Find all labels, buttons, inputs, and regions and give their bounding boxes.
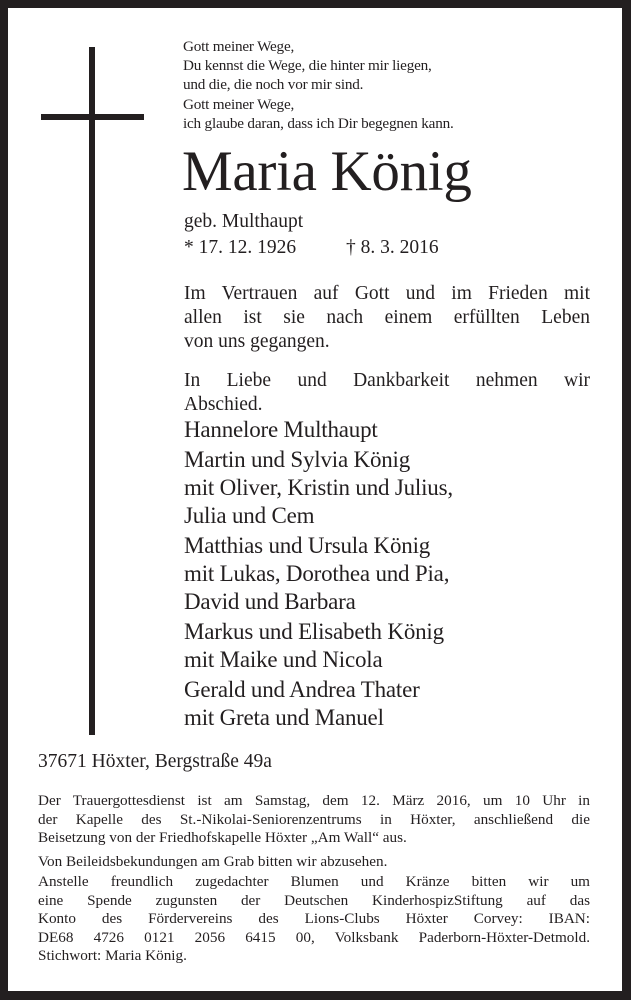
service-info <box>38 792 590 848</box>
farewell-line: In Liebe und Dankbarkeit nehmen wir <box>184 370 590 391</box>
mourner-line: David und Barbara <box>184 589 356 614</box>
condolence-line: Von Beileidsbekundungen am Grab bitten wir abzusehen. <box>38 853 388 870</box>
mourner-line: Gerald und Andrea Thater <box>184 677 420 702</box>
life-dates <box>184 236 439 260</box>
address: 37671 Höxter, Bergstraße 49a <box>38 751 272 772</box>
statement-line: von uns gegangen. <box>184 331 330 352</box>
poem <box>183 37 454 133</box>
poem-line: Gott meiner Wege, <box>183 38 295 55</box>
mourner-line: Julia und Cem <box>184 503 315 528</box>
mourner-line: mit Maike und Nicola <box>184 647 383 672</box>
mourner-line: Markus und Elisabeth König <box>184 619 444 644</box>
mourner-group <box>184 676 453 732</box>
mourner-line: mit Oliver, Kristin und Julius, <box>184 475 453 500</box>
mourners-list <box>184 416 453 734</box>
mourner-group <box>184 618 453 674</box>
service-line: Der Trauergottesdienst ist am Samstag, dem 12. März 2016, um 10 Uhr in <box>38 792 590 809</box>
cross-icon-vertical <box>89 47 95 735</box>
poem-line: und die, die noch vor mir sind. <box>183 76 364 94</box>
death-date: † 8. 3. 2016 <box>346 237 439 258</box>
mourner-group <box>184 532 453 616</box>
mourner-line: Hannelore Multhaupt <box>184 417 378 442</box>
mourner-line: Martin und Sylvia König <box>184 447 411 472</box>
farewell-line: Abschied. <box>184 394 263 415</box>
poem-line: Gott meiner Wege, <box>183 95 295 113</box>
statement-line: Im Vertrauen auf Gott und im Frieden mit <box>184 283 590 304</box>
mourner-group <box>184 446 453 530</box>
service-line: Beisetzung von der Friedhofskapelle Höxter „Am Wall“ aus. <box>38 829 407 847</box>
condolence-note <box>38 853 590 872</box>
poem-line: Du kennst die Wege, die hinter mir liegen, <box>183 57 432 75</box>
mourner-line: Matthias und Ursula König <box>184 533 431 558</box>
birth-name: geb. Multhaupt <box>184 211 304 232</box>
donation-line: DE68 4726 0121 2056 6415 00, Volksbank Paderborn-Höxter-Detmold. <box>38 928 590 946</box>
mourner-line: mit Greta und Manuel <box>184 705 384 730</box>
mourner-group <box>184 416 453 444</box>
poem-line: ich glaube daran, dass ich Dir begegnen kann. <box>183 114 454 132</box>
donation-info <box>38 873 590 966</box>
donation-line: Konto des Fördervereins des Lions-Clubs Höxter Corvey: IBAN: <box>38 910 590 928</box>
service-line: der Kapelle des St.-Nikolai-Seniorenzentrums in Höxter, anschließend die <box>38 810 590 828</box>
mourner-line: mit Lukas, Dorothea und Pia, <box>184 561 450 586</box>
birth-date: * 17. 12. 1926 <box>184 237 297 258</box>
donation-line: Stichwort: Maria König. <box>38 947 187 965</box>
statement-line: allen ist sie nach einem erfüllten Leben <box>184 307 590 328</box>
donation-line: eine Spende zugunsten der Deutschen KinderhospizStiftung auf das <box>38 891 590 909</box>
donation-line: Anstelle freundlich zugedachter Blumen und Kränze bitten wir um <box>38 873 590 890</box>
statement <box>184 282 590 354</box>
deceased-name: Maria König <box>182 140 472 203</box>
cross-icon-horizontal <box>41 114 144 120</box>
farewell <box>184 369 590 417</box>
